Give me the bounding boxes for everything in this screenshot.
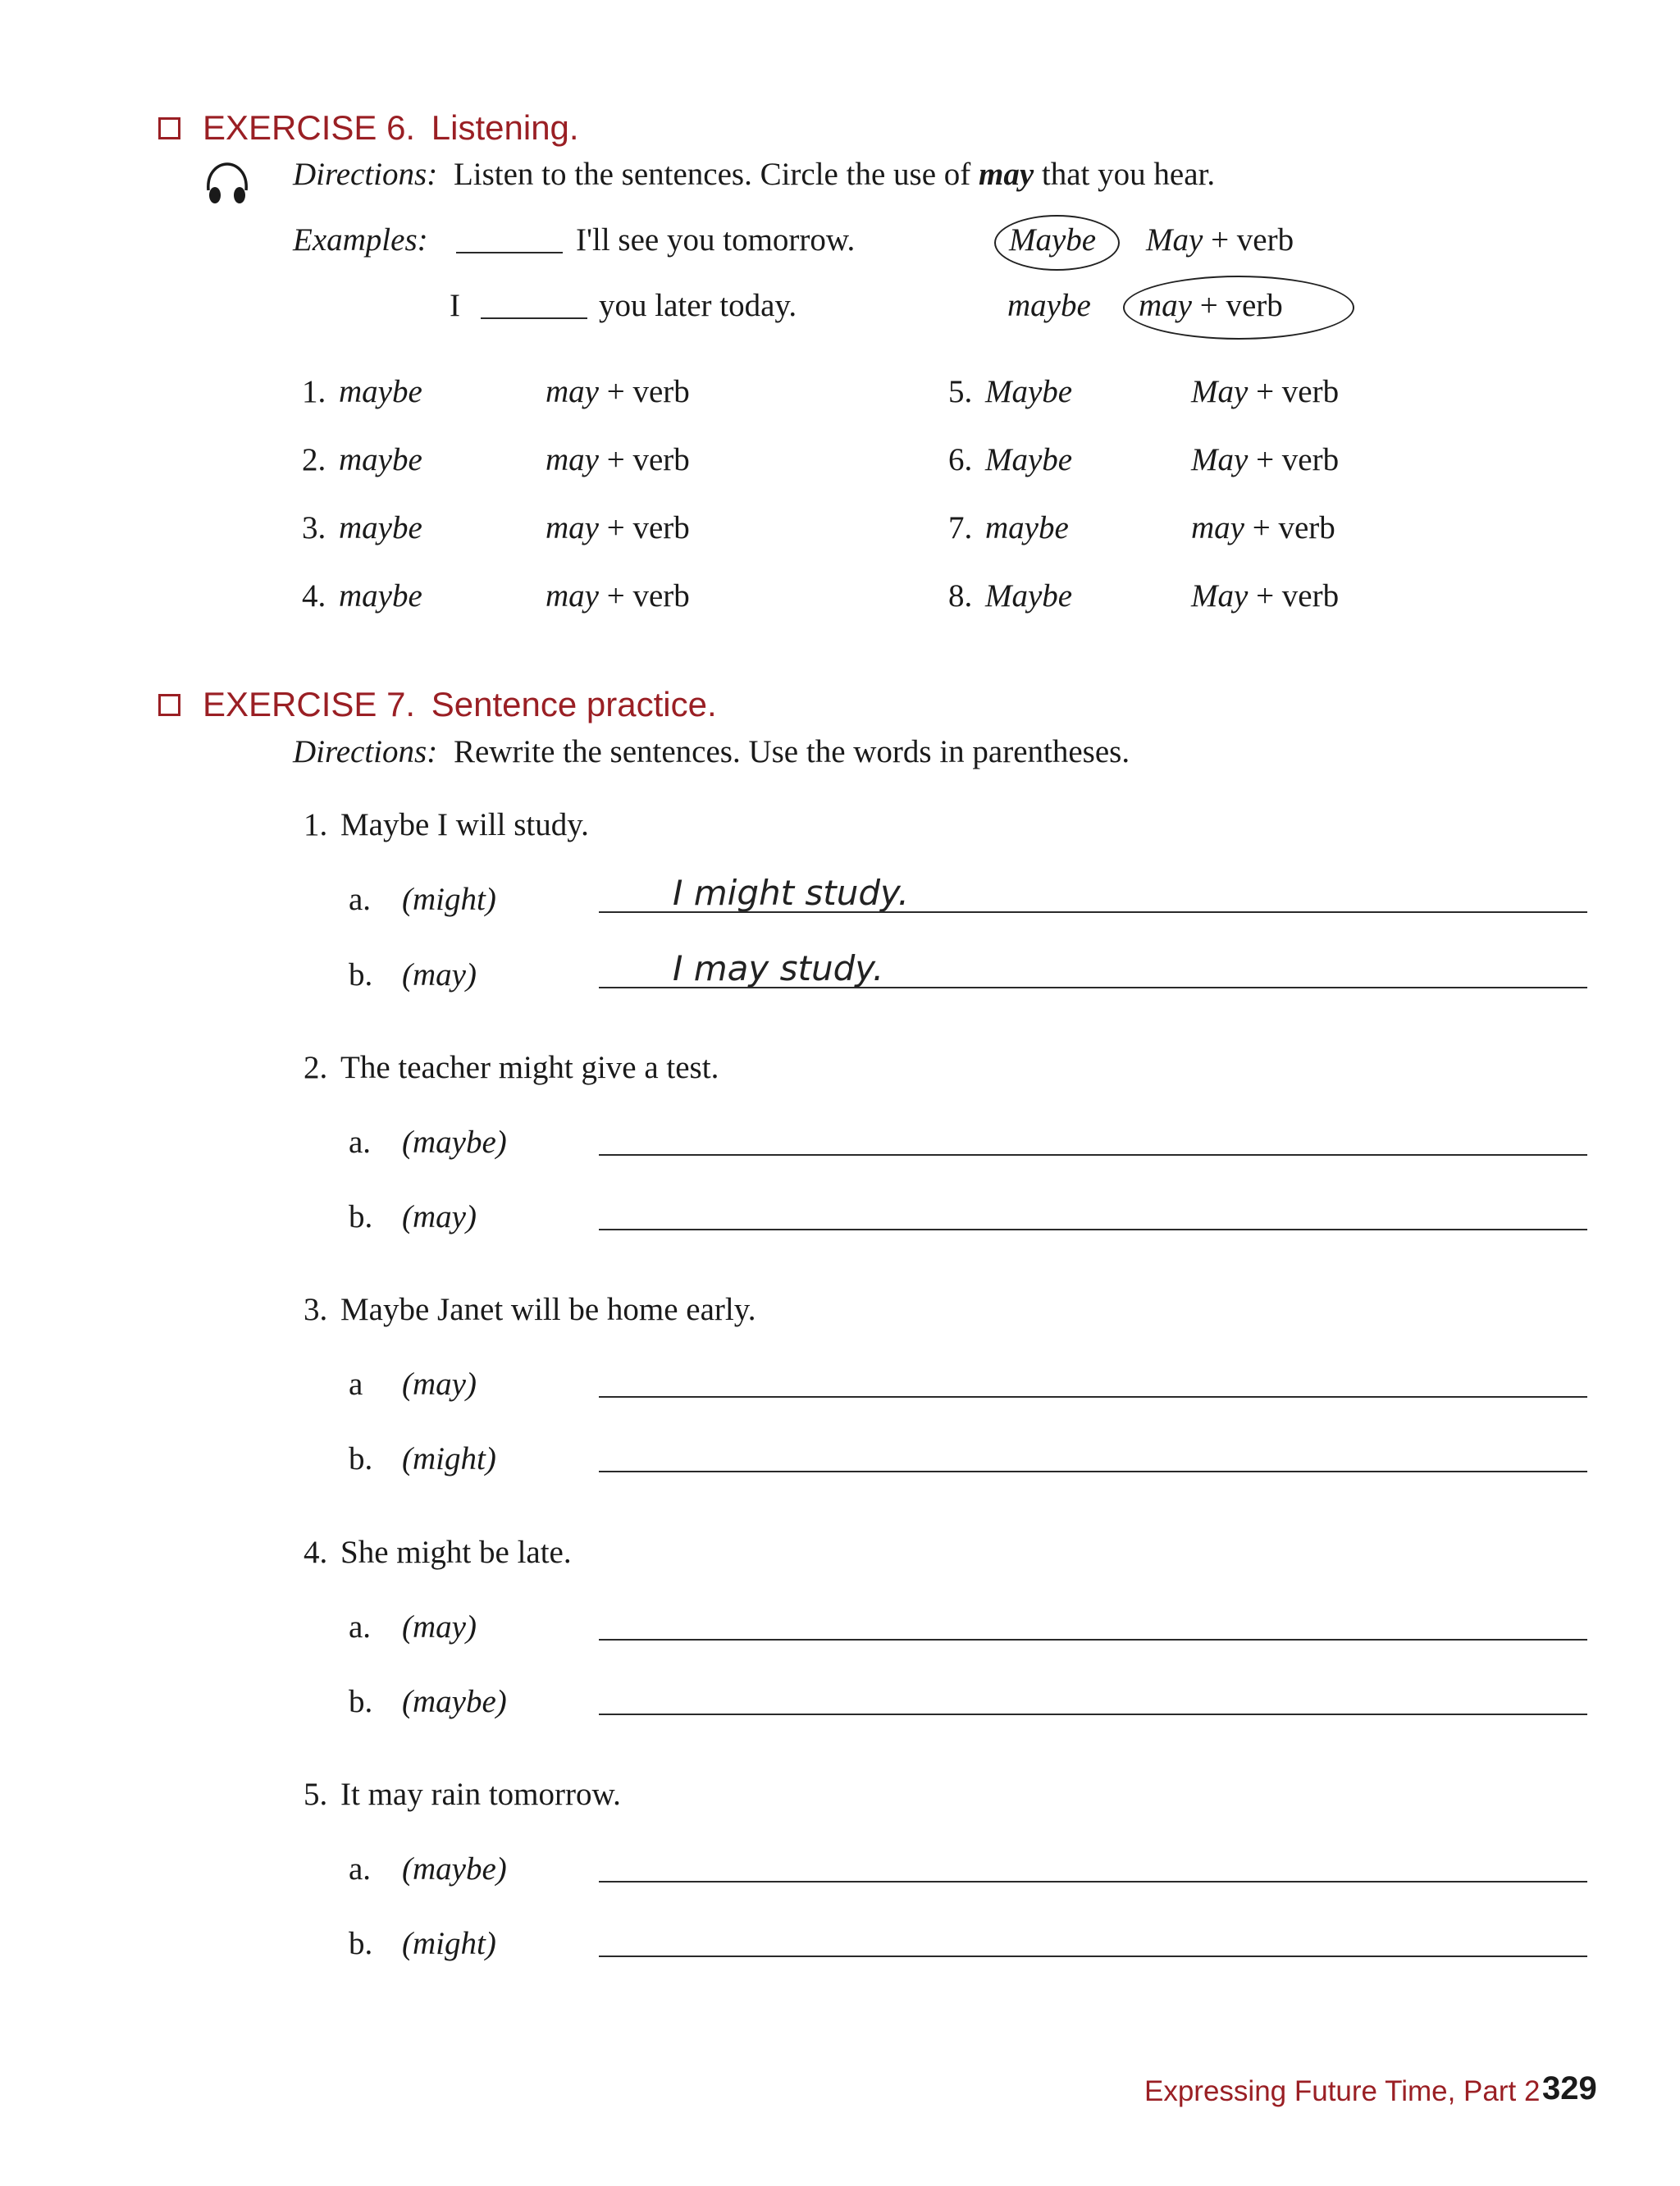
item-number: 4. <box>302 578 326 614</box>
ex6-item-8[interactable] <box>948 577 1072 614</box>
ex7-q3-part-a-word: (may) <box>402 1367 477 1402</box>
ex6-item-3[interactable] <box>302 509 422 546</box>
ex7-q1-part-b-word: (may) <box>402 957 477 993</box>
ex6-item-8-verb[interactable] <box>1191 577 1339 614</box>
headphones-icon[interactable] <box>203 161 251 208</box>
question-number: 1. <box>304 807 328 842</box>
item-option-maybe[interactable]: Maybe <box>985 578 1073 614</box>
item-option-maybe[interactable]: maybe <box>339 510 422 545</box>
ex6-directions-bold: may <box>979 157 1034 192</box>
answer-line[interactable] <box>599 987 1587 988</box>
item-option-may[interactable]: may <box>546 578 599 614</box>
example1-option-maybe: Maybe <box>1009 222 1097 258</box>
ex7-directions-text: Rewrite the sentences. Use the words in parentheses. <box>453 734 1130 769</box>
item-option-maybe[interactable]: Maybe <box>985 374 1073 409</box>
question-text: The teacher might give a test. <box>340 1050 719 1085</box>
ex7-q2-part-b-word: (may) <box>402 1199 477 1234</box>
ex6-heading-number: EXERCISE 6. <box>203 108 416 147</box>
ex7-q1-part-a-letter: a. <box>349 882 372 917</box>
example2-sentence: you later today. <box>599 288 797 323</box>
item-option-verb: + verb <box>1256 442 1340 477</box>
answer-line[interactable] <box>599 1471 1587 1472</box>
item-number: 7. <box>948 510 973 545</box>
item-option-verb: + verb <box>606 578 690 614</box>
page-number: 329 <box>1542 2070 1597 2106</box>
item-option-may[interactable]: may <box>546 510 599 545</box>
ex6-item-5-verb[interactable] <box>1191 373 1339 410</box>
ex7-heading-number: EXERCISE 7. <box>203 685 416 723</box>
item-option-may[interactable]: may <box>546 442 599 477</box>
ex7-q5-part-b-letter: b. <box>349 1926 373 1961</box>
item-number: 5. <box>948 374 973 409</box>
ex6-item-2[interactable] <box>302 441 422 478</box>
ex6-item-4[interactable] <box>302 577 422 614</box>
item-number: 8. <box>948 578 973 614</box>
question-number: 4. <box>304 1535 328 1570</box>
ex6-heading-title: Listening. <box>431 108 579 147</box>
ex7-q3-part-a-letter: a <box>349 1367 363 1402</box>
ex6-item-1[interactable] <box>302 373 422 410</box>
ex6-directions-end: that you hear. <box>1041 157 1216 192</box>
question-number: 3. <box>304 1292 328 1327</box>
item-option-verb: + verb <box>1256 374 1340 409</box>
item-number: 6. <box>948 442 973 477</box>
ex7-q2-part-a-letter: a. <box>349 1125 372 1160</box>
item-option-may[interactable]: may <box>546 374 599 409</box>
ex6-item-1-verb[interactable] <box>546 373 690 410</box>
example2-option-may-verb <box>1139 287 1283 324</box>
question-text: Maybe I will study. <box>340 807 589 842</box>
answer-line[interactable] <box>599 1714 1587 1715</box>
answer-line[interactable] <box>599 1396 1587 1398</box>
ex7-q5-part-a-letter: a. <box>349 1851 372 1887</box>
ex7-q1-part-b-letter: b. <box>349 957 373 993</box>
ex7-question-4 <box>304 1534 572 1571</box>
ex7-q3-part-b-word: (might) <box>402 1441 496 1476</box>
ex7-q1-part-a-word: (might) <box>402 882 496 917</box>
item-option-may[interactable]: May <box>1191 374 1249 409</box>
answer-line[interactable] <box>599 1154 1587 1156</box>
examples-label: Examples: <box>293 222 428 258</box>
ex7-q2-part-b-letter: b. <box>349 1199 373 1234</box>
item-option-verb: + verb <box>606 510 690 545</box>
item-option-may[interactable]: May <box>1191 442 1249 477</box>
example2-pronoun: I <box>450 288 460 323</box>
item-option-verb: + verb <box>606 442 690 477</box>
ex7-question-5 <box>304 1776 621 1813</box>
item-option-verb: + verb <box>1252 510 1335 545</box>
ex7-q5-part-a-word: (maybe) <box>402 1851 507 1887</box>
question-text: It may rain tomorrow. <box>340 1777 621 1812</box>
ex7-question-2 <box>304 1049 719 1086</box>
ex7-q1-part-a-answer: I might study. <box>673 873 909 913</box>
ex6-item-7-verb[interactable] <box>1191 509 1335 546</box>
ex7-q3-part-b-letter: b. <box>349 1441 373 1476</box>
answer-line[interactable] <box>599 1639 1587 1641</box>
item-option-verb: + verb <box>1256 578 1340 614</box>
ex7-heading <box>203 685 717 724</box>
example1-sentence: I'll see you tomorrow. <box>576 222 856 258</box>
item-option-maybe[interactable]: maybe <box>339 442 422 477</box>
ex7-heading-title: Sentence practice. <box>431 685 717 723</box>
ex6-directions <box>293 156 1215 193</box>
item-number: 1. <box>302 374 326 409</box>
ex6-directions-label: Directions: <box>293 157 438 192</box>
ex7-q4-part-b-letter: b. <box>349 1684 373 1719</box>
item-number: 3. <box>302 510 326 545</box>
item-option-maybe[interactable]: maybe <box>985 510 1069 545</box>
item-option-maybe[interactable]: Maybe <box>985 442 1073 477</box>
example2-option-maybe: maybe <box>1007 288 1091 323</box>
item-number: 2. <box>302 442 326 477</box>
example2-blank <box>481 317 587 319</box>
answer-line[interactable] <box>599 1881 1587 1883</box>
ex7-q5-part-b-word: (might) <box>402 1926 496 1961</box>
ex6-checkbox-icon[interactable] <box>158 117 180 139</box>
ex7-question-3 <box>304 1291 756 1328</box>
item-option-may[interactable]: may <box>1191 510 1244 545</box>
ex6-item-6[interactable] <box>948 441 1072 478</box>
footer-chapter-title: Expressing Future Time, Part 2 <box>1144 2075 1541 2107</box>
example2-option-verb: + verb <box>1199 288 1283 323</box>
ex6-directions-text: Listen to the sentences. Circle the use of <box>453 157 971 192</box>
ex7-question-1 <box>304 806 589 843</box>
example1-option-may: May <box>1146 222 1203 258</box>
ex6-item-7[interactable] <box>948 509 1069 546</box>
question-text: She might be late. <box>340 1535 572 1570</box>
ex7-q4-part-a-word: (may) <box>402 1609 477 1645</box>
ex7-q4-part-b-word: (maybe) <box>402 1684 507 1719</box>
ex7-checkbox-icon[interactable] <box>158 694 180 716</box>
ex6-item-5[interactable] <box>948 373 1072 410</box>
example1-option-verb: + verb <box>1211 222 1294 258</box>
ex7-q2-part-a-word: (maybe) <box>402 1125 507 1160</box>
ex7-q1-part-b-answer: I may study. <box>673 948 884 988</box>
question-number: 5. <box>304 1777 328 1812</box>
ex6-item-2-verb[interactable] <box>546 441 690 478</box>
item-option-maybe[interactable]: maybe <box>339 578 422 614</box>
answer-line[interactable] <box>599 911 1587 913</box>
item-option-may[interactable]: May <box>1191 578 1249 614</box>
ex7-directions <box>293 733 1130 770</box>
ex7-directions-label: Directions: <box>293 734 438 769</box>
example1-option-may-verb <box>1146 221 1294 258</box>
question-number: 2. <box>304 1050 328 1085</box>
answer-line[interactable] <box>599 1956 1587 1957</box>
example1-blank <box>456 252 563 253</box>
item-option-maybe[interactable]: maybe <box>339 374 422 409</box>
ex6-heading <box>203 108 579 148</box>
answer-line[interactable] <box>599 1229 1587 1230</box>
ex6-item-4-verb[interactable] <box>546 577 690 614</box>
example2-option-may: may <box>1139 288 1192 323</box>
ex6-item-3-verb[interactable] <box>546 509 690 546</box>
question-text: Maybe Janet will be home early. <box>340 1292 756 1327</box>
ex6-item-6-verb[interactable] <box>1191 441 1339 478</box>
item-option-verb: + verb <box>606 374 690 409</box>
ex7-q4-part-a-letter: a. <box>349 1609 372 1645</box>
